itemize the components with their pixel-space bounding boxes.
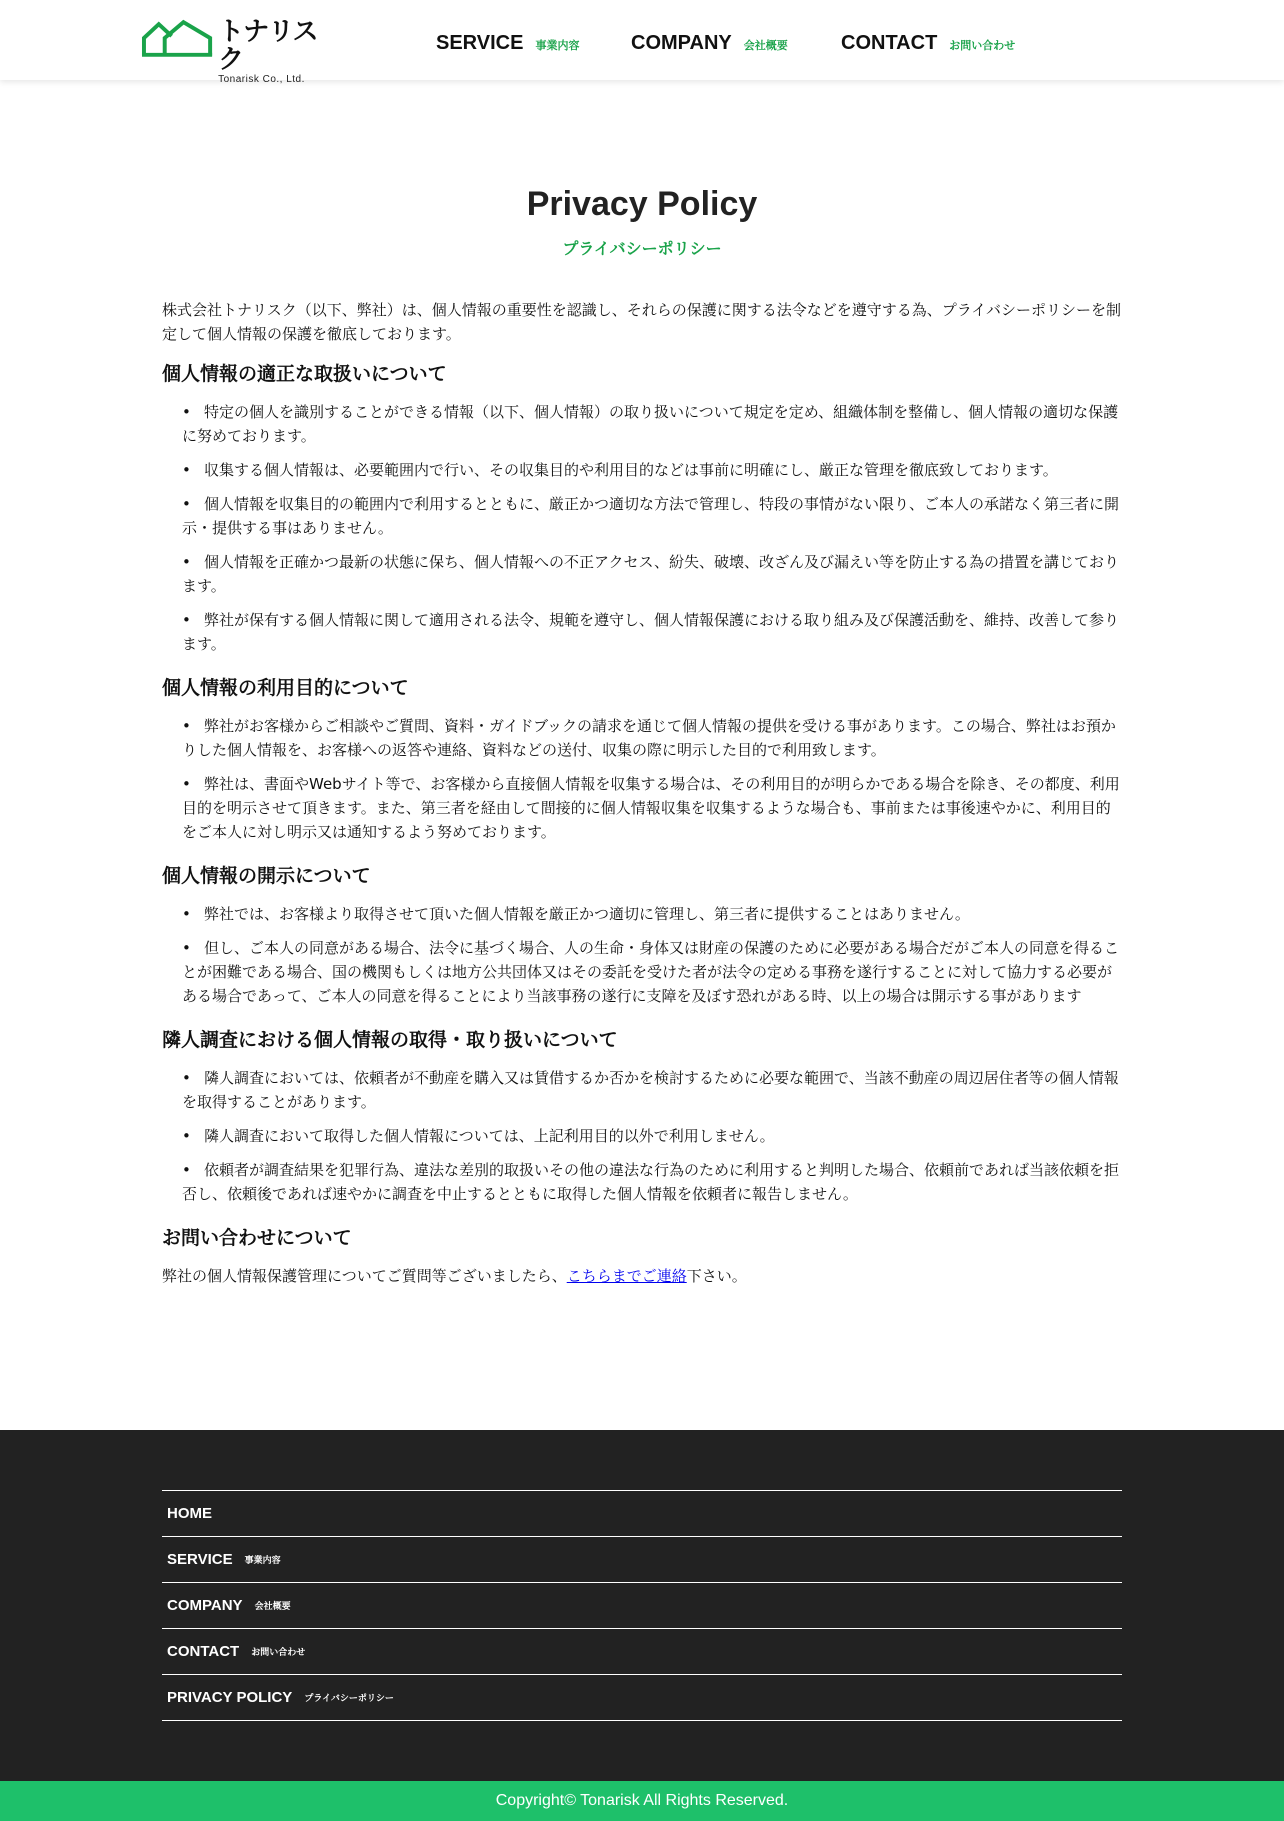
footer-link-service[interactable] — [162, 1537, 1122, 1583]
nav-label-ja: 事業内容 — [535, 39, 580, 52]
nav-item-service[interactable] — [436, 32, 579, 55]
list-item-text: 隣人調査において取得した個人情報については、上記利用目的以外で利用しません。 — [204, 1127, 775, 1145]
bullet: • — [182, 775, 191, 793]
footer-label-ja: 会社概要 — [254, 1602, 291, 1612]
intro-paragraph: 株式会社トナリスク（以下、弊社）は、個人情報の重要性を認識し、それらの保護に関する法令などを遵守する為、プライバシーポリシーを制定して個人情報の保護を徹底しております。 — [162, 301, 1121, 343]
policy-body — [162, 298, 1122, 1302]
list-item — [182, 902, 1122, 926]
copyright-text: Copyright© Tonarisk All Rights Reserved. — [495, 1792, 789, 1809]
main-nav — [0, 0, 1284, 80]
list-item-text: 弊社がお客様からご相談やご質問、資料・ガイドブックの請求を通じて個人情報の提供を受ける事があります。この場合、弊社はお預かりした個人情報を、お客様への返答や連絡、資料などの送付、収集の際に明示した目的で利用致します。 — [182, 717, 1116, 759]
footer-label-ja: 事業内容 — [244, 1556, 281, 1566]
footer-link-company[interactable] — [162, 1583, 1122, 1629]
nav-label-en: CONTACT — [841, 32, 938, 54]
section-list — [162, 1066, 1122, 1206]
section-heading: 個人情報の適正な取扱いについて — [162, 363, 447, 385]
nav-label-ja: お問い合わせ — [949, 39, 1016, 52]
list-item-text: 弊社が保有する個人情報に関して適用される法令、規範を遵守し、個人情報保護における取り組み及び保護活動を、維持、改善して参ります。 — [182, 611, 1120, 653]
footer-label-en: SERVICE — [167, 1551, 233, 1568]
list-item-text: 特定の個人を識別することができる情報（以下、個人情報）の取り扱いについて規定を定め、組織体制を整備し、個人情報の適切な保護に努めております。 — [182, 403, 1119, 445]
bullet: • — [182, 939, 191, 957]
list-item-text: 収集する個人情報は、必要範囲内で行い、その収集目的や利用目的などは事前に明確にし、厳正な管理を徹底致しております。 — [204, 461, 1058, 479]
page-title: Privacy Policy — [526, 185, 758, 223]
site-footer — [0, 1430, 1284, 1781]
bullet: • — [182, 717, 191, 735]
list-item — [182, 1066, 1122, 1114]
section-heading: 個人情報の利用目的について — [162, 677, 409, 699]
list-item-text: 弊社では、お客様より取得させて頂いた個人情報を厳正かつ適切に管理し、第三者に提供することはありません。 — [204, 905, 970, 923]
list-item — [182, 1124, 1122, 1148]
list-item — [182, 400, 1122, 448]
bullet: • — [182, 553, 191, 571]
copyright-bar — [0, 1781, 1284, 1821]
footer-link-home[interactable] — [162, 1491, 1122, 1537]
bullet: • — [182, 611, 191, 629]
logo-subtitle: Tonarisk Co., Ltd. — [218, 74, 305, 85]
list-item-text: 但し、ご本人の同意がある場合、法令に基づく場合、人の生命・身体又は財産の保護のために必要がある場合だがご本人の同意を得ることが困難である場合、国の機関もしくは地方公共団体又はその委託を受けた者が法令の定める事務を遂行することに対して協力する必要がある場合であって、ご本人の同意を得ることにより当該事務の遂行に支障を及ぼす恐れがある時、以上の場合は開示する事があります — [182, 939, 1120, 1005]
section-heading: 個人情報の開示について — [162, 865, 371, 887]
list-item-text: 隣人調査においては、依頼者が不動産を購入又は賃借するか否かを検討するために必要な範囲で、当該不動産の周辺居住者等の個人情報を取得することがあります。 — [182, 1069, 1119, 1111]
footer-link-privacy[interactable] — [162, 1675, 1122, 1721]
footer-label-en: PRIVACY POLICY — [167, 1689, 293, 1706]
contact-paragraph — [162, 1264, 1122, 1288]
section-list — [162, 902, 1122, 1008]
bullet: • — [182, 1069, 191, 1087]
section-heading: 隣人調査における個人情報の取得・取り扱いについて — [162, 1029, 618, 1051]
section-list — [162, 400, 1122, 656]
list-item — [182, 458, 1122, 482]
bullet: • — [182, 461, 191, 479]
footer-label-en: COMPANY — [167, 1597, 243, 1614]
section-heading: お問い合わせについて — [162, 1227, 352, 1249]
bullet: • — [182, 1161, 191, 1179]
contact-text-after: 下さい。 — [686, 1267, 747, 1285]
list-item — [182, 608, 1122, 656]
list-item — [182, 772, 1122, 844]
bullet: • — [182, 905, 191, 923]
footer-label-en: HOME — [167, 1505, 212, 1522]
nav-label-en: COMPANY — [631, 32, 732, 54]
footer-link-contact[interactable] — [162, 1629, 1122, 1675]
list-item-text: 個人情報を正確かつ最新の状態に保ち、個人情報への不正アクセス、紛失、破壊、改ざん及び漏えい等を防止する為の措置を講じております。 — [182, 553, 1120, 595]
footer-label-en: CONTACT — [167, 1643, 240, 1660]
bullet: • — [182, 403, 191, 421]
nav-item-company[interactable] — [631, 32, 788, 55]
contact-text-before: 弊社の個人情報保護管理についてご質問等ございましたら、 — [162, 1267, 567, 1285]
list-item-text: 弊社は、書面やWebサイト等で、お客様から直接個人情報を収集する場合は、その利用目的が明らかである場合を除き、その都度、利用目的を明示させて頂きます。また、第三者を経由して間接的に個人情報収集を収集するような場合も、事前または事後速やかに、利用目的をご本人に対し明示又は通知するよう努めております。 — [182, 775, 1120, 841]
list-item — [182, 936, 1122, 1008]
site-header — [0, 0, 1284, 85]
footer-label-ja: お問い合わせ — [251, 1648, 306, 1658]
nav-item-contact[interactable] — [841, 32, 1015, 55]
list-item — [182, 492, 1122, 540]
section-list — [162, 714, 1122, 844]
list-item — [182, 550, 1122, 598]
page-subtitle: プライバシーポリシー — [562, 239, 722, 258]
nav-label-en: SERVICE — [436, 32, 524, 54]
contact-link[interactable]: こちらまでご連絡 — [566, 1267, 687, 1285]
logo-name: トナリスク — [218, 17, 318, 75]
bullet: • — [182, 1127, 191, 1145]
bullet: • — [182, 495, 191, 513]
footer-label-ja: プライバシーポリシー — [304, 1694, 394, 1704]
footer-nav — [162, 1490, 1122, 1721]
list-item-text: 個人情報を収集目的の範囲内で利用するとともに、厳正かつ適切な方法で管理し、特段の事情がない限り、ご本人の承諾なく第三者に開示・提供する事はありません。 — [182, 495, 1120, 537]
nav-label-ja: 会社概要 — [743, 39, 788, 52]
list-item — [182, 1158, 1122, 1206]
list-item-text: 依頼者が調査結果を犯罪行為、違法な差別的取扱いその他の違法な行為のために利用すると判明した場合、依頼前であれば当該依頼を拒否し、依頼後であれば速やかに調査を中止するとともに取得した個人情報を依頼者に報告しません。 — [182, 1161, 1120, 1203]
list-item — [182, 714, 1122, 762]
